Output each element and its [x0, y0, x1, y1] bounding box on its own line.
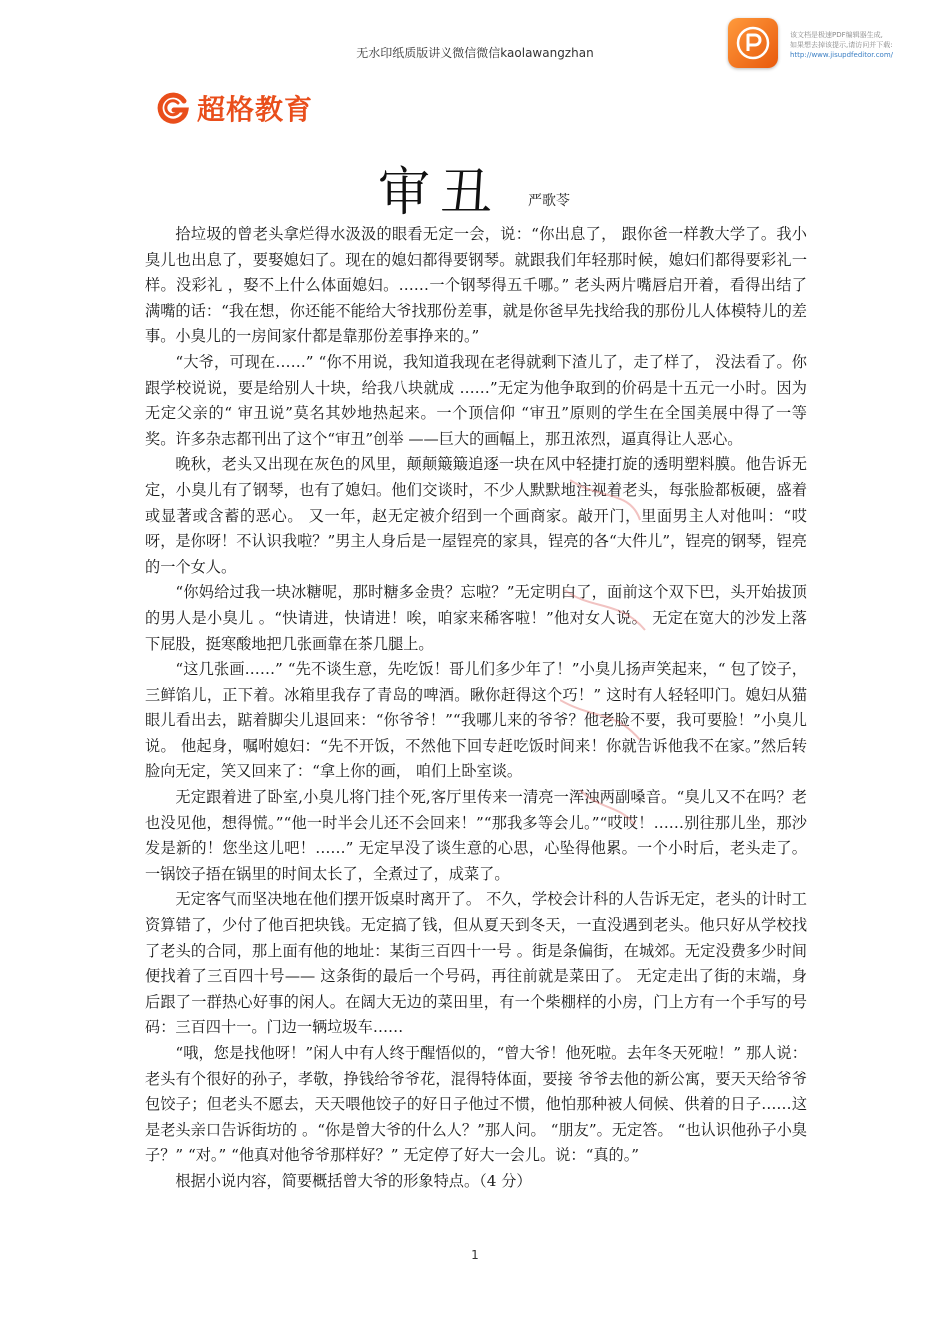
pdf-editor-note	[790, 30, 940, 60]
article-title: 审丑	[378, 163, 503, 223]
pdf-p-glyph-icon	[736, 26, 770, 60]
paragraph: “这几张画……” “先不谈生意，先吃饭！哥儿们多少年了！”小臭儿扬声笑起来，“ 包了饺子，三鲜馅儿，正下着。冰箱里我存了青岛的啤酒。瞅你赶得这个巧！” 这时有人轻轻叩门。媳妇从猫眼儿看出去，踮着脚尖儿退回来：“你爷爷！”“我哪儿来的爷爷？他老脸不要，我可要脸！”小臭儿说。 他起身，嘱咐媳妇：“先不开饭，不然他下回专赶吃饭时间来！你就告诉他我不在家。”然后转脸向无定，笑又回来了：“拿上你的画， 咱们上卧室谈。	[145, 660, 807, 781]
pdf-note-url[interactable]: http://www.jisupdfeditor.com/	[790, 51, 894, 59]
brand-logo	[155, 88, 313, 128]
question: 根据小说内容，简要概括曾大爷的形象特点。（4 分）	[175, 1171, 532, 1190]
paragraph: “哦，您是找他呀！”闲人中有人终于醒悟似的，“曾大爷！他死啦。去年冬天死啦！” 那人说：老头有个很好的孙子，孝敬，挣钱给爷爷花，混得特体面，要接 爷爷去他的新公寓，要天天给爷爷包饺子；但老头不愿去，天天喂他饺子的好日子他过不惯，他怕那种被人伺候、供着的日子……这是老头亲口告诉街坊的 。“你是曾大爷的什么人？”那人问。 “朋友”。无定答。 “也认识他孙子小臭子？” “对。” “他真对他爷爷那样好？” 无定停了好大一会儿。说：“真的。”	[145, 1044, 807, 1165]
page-number: 1	[471, 1248, 479, 1262]
paragraph: 无定客气而坚决地在他们摆开饭桌时离开了。 不久，学校会计科的人告诉无定，老头的计时工资算错了，少付了他百把块钱。无定搞了钱，但从夏天到冬天，一直没遇到老头。他只好从学校找了老头的合同，那上面有他的地址：某街三百四十一号 。街是条偏街，在城郊。无定没费多少时间便找着了三百四十号—— 这条街的最后一个号码，再往前就是菜田了。 无定走出了街的末端，身后跟了一群热心好事的闲人。在阔大无边的菜田里，有一个柴棚样的小房，门上方有一个手写的号码：三百四十一。门边一辆垃圾车……	[145, 890, 807, 1037]
brand-g-icon	[155, 90, 191, 126]
article-author: 严歌苓	[528, 193, 570, 209]
paragraph: 无定跟着进了卧室,小臭儿将门挂个死,客厅里传来一清亮一浑浊两副嗓音。“臭儿又不在吗？老也没见他，想得慌。”“他一时半会儿还不会回来！”“那我多等会儿。”“哎哎！……别往那儿坐，那沙发是新的！您坐这儿吧！……” 无定早没了谈生意的心思，心坠得他累。一个小时后，老头走了。一锅饺子捂在锅里的时间太长了，全煮过了，成菜了。	[145, 788, 807, 883]
article-body	[145, 222, 807, 1195]
paragraph: “大爷，可现在……” “你不用说，我知道我现在老得就剩下渣儿了，走了样了， 没法看了。你跟学校说说，要是给别人十块，给我八块就成 ……”无定为他争取到的价码是十五元一小时。因为无定父亲的“ 审丑说”莫名其妙地热起来。一个顶信仰 “审丑”原则的学生在全国美展中得了一等奖。许多杂志都刊出了这个“审丑”创举 ——巨大的画幅上，那丑浓烈，逼真得让人恶心。	[145, 352, 807, 448]
brand-logo-text: 超格教育	[197, 93, 314, 126]
paragraph: “你妈给过我一块冰糖呢，那时糖多金贵？忘啦？”无定明白了，面前这个双下巴，头开始拔顶的男人是小臭儿 。“快请进，快请进！唉，咱家来稀客啦！”他对女人说。 无定在宽大的沙发上落下屁股，挺寒酸地把几张画靠在茶几腿上。	[145, 583, 807, 653]
pdf-note-line2: 如果想去掉该提示,请访问并下载:	[790, 41, 893, 49]
header-watermark-text: 无水印纸质版讲义微信微信kaolawangzhan	[356, 46, 594, 60]
pdf-note-line1: 该文档是极速PDF编辑器生成,	[790, 31, 883, 39]
paragraph: 拾垃圾的曾老头拿烂得水汲汲的眼看无定一会，说：“你出息了， 跟你爸一样教大学了。我小臭儿也出息了，要娶媳妇了。现在的媳妇都得要钢琴。就跟我们年轻那时候，媳妇们都得要彩礼一样。没彩礼 ，娶不上什么体面媳妇。……一个钢琴得五千哪。” 老头两片嘴唇启开着，看得出结了满嘴的话：“我在想，你还能不能给大爷找那份差事，就是你爸早先找给我的那份儿人体模特儿的差事。小臭儿的一房间家什都是靠那份差事挣来的。”	[145, 225, 807, 346]
paragraph: 晚秋，老头又出现在灰色的风里，颠颠簸簸追逐一块在风中轻捷打旋的透明塑料膜。他告诉无定，小臭儿有了钢琴，也有了媳妇。他们交谈时，不少人默默地注视着老头，每张脸都板硬，盛着或显著或含蓄的恶心。 又一年，赵无定被介绍到一个画商家。敲开门，里面男主人对他叫：“哎呀，是你呀！不认识我啦？”男主人身后是一屋锃亮的家具，锃亮的各“大件儿”，锃亮的钢琴，锃亮的一个女人。	[145, 455, 807, 576]
pdf-editor-logo-icon[interactable]	[728, 18, 778, 68]
